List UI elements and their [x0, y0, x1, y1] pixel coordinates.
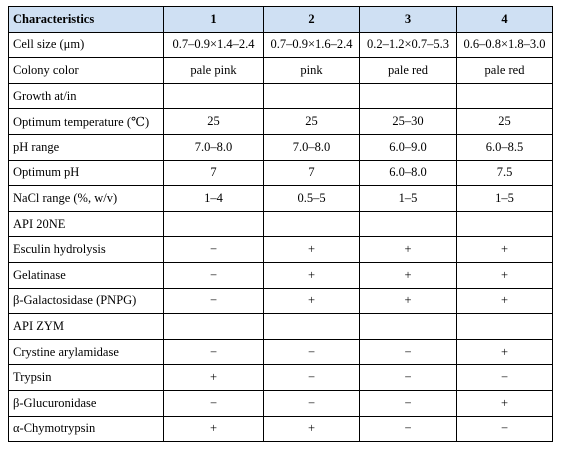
row-label: Esculin hydrolysis: [9, 237, 164, 263]
row-label: Trypsin: [9, 365, 164, 391]
row-label: API ZYM: [9, 314, 164, 340]
table-cell: 1–4: [164, 186, 264, 212]
table-cell: +: [360, 262, 457, 288]
table-cell: pale red: [457, 58, 553, 84]
table-row: [9, 83, 553, 109]
table-cell: [264, 83, 360, 109]
table-row: [9, 314, 553, 340]
table-cell: 25–30: [360, 109, 457, 135]
row-label: α-Chymotrypsin: [9, 416, 164, 442]
table-cell: [457, 83, 553, 109]
table-cell: −: [264, 390, 360, 416]
row-label: Cell size (μm): [9, 32, 164, 58]
table-cell: 0.5–5: [264, 186, 360, 212]
table-cell: [457, 314, 553, 340]
table-cell: 7.5: [457, 160, 553, 186]
table-cell: 1–5: [457, 186, 553, 212]
table-cell: +: [164, 365, 264, 391]
table-cell: +: [457, 237, 553, 263]
table-cell: 25: [164, 109, 264, 135]
table-cell: 0.7–0.9×1.4–2.4: [164, 32, 264, 58]
table-cell: +: [264, 288, 360, 314]
row-label: NaCl range (%, w/v): [9, 186, 164, 212]
table-row: [9, 288, 553, 314]
table-cell: [264, 211, 360, 237]
table-cell: −: [264, 365, 360, 391]
table-cell: +: [360, 237, 457, 263]
table-cell: 7.0–8.0: [164, 134, 264, 160]
table-row: [9, 416, 553, 442]
column-header-characteristics: Characteristics: [9, 7, 164, 33]
table-cell: +: [457, 288, 553, 314]
characteristics-table-container: [8, 6, 553, 442]
table-cell: +: [360, 288, 457, 314]
table-row: [9, 339, 553, 365]
table-cell: [164, 314, 264, 340]
row-label: Optimum temperature (℃): [9, 109, 164, 135]
table-cell: +: [457, 339, 553, 365]
table-cell: +: [457, 390, 553, 416]
table-cell: +: [164, 416, 264, 442]
table-cell: 25: [457, 109, 553, 135]
table-cell: 0.7–0.9×1.6–2.4: [264, 32, 360, 58]
column-header-strain-1: 1: [164, 7, 264, 33]
table-cell: 7.0–8.0: [264, 134, 360, 160]
table-cell: −: [360, 365, 457, 391]
column-header-strain-4: 4: [457, 7, 553, 33]
table-cell: pink: [264, 58, 360, 84]
table-row: [9, 262, 553, 288]
table-cell: −: [164, 339, 264, 365]
table-cell: −: [164, 262, 264, 288]
table-cell: +: [264, 262, 360, 288]
table-cell: −: [457, 416, 553, 442]
table-cell: [360, 83, 457, 109]
table-cell: 7: [164, 160, 264, 186]
table-cell: 6.0–8.5: [457, 134, 553, 160]
row-label: Gelatinase: [9, 262, 164, 288]
row-label: Colony color: [9, 58, 164, 84]
table-cell: [360, 314, 457, 340]
table-row: [9, 390, 553, 416]
table-cell: −: [457, 365, 553, 391]
table-row: [9, 160, 553, 186]
table-row: [9, 32, 553, 58]
table-row: [9, 58, 553, 84]
table-cell: −: [164, 390, 264, 416]
table-cell: [264, 314, 360, 340]
table-cell: 6.0–8.0: [360, 160, 457, 186]
table-cell: 1–5: [360, 186, 457, 212]
column-header-strain-2: 2: [264, 7, 360, 33]
table-cell: pale red: [360, 58, 457, 84]
table-row: [9, 237, 553, 263]
table-cell: +: [457, 262, 553, 288]
table-cell: 0.2–1.2×0.7–5.3: [360, 32, 457, 58]
table-header: [9, 7, 553, 33]
table-cell: −: [360, 416, 457, 442]
header-row: [9, 7, 553, 33]
row-label: Crystine arylamidase: [9, 339, 164, 365]
table-cell: −: [264, 339, 360, 365]
table-cell: [457, 211, 553, 237]
table-cell: 6.0–9.0: [360, 134, 457, 160]
table-row: [9, 134, 553, 160]
table-cell: −: [164, 288, 264, 314]
row-label: Growth at/in: [9, 83, 164, 109]
table-cell: 0.6–0.8×1.8–3.0: [457, 32, 553, 58]
column-header-strain-3: 3: [360, 7, 457, 33]
table-row: [9, 186, 553, 212]
table-body: [9, 32, 553, 442]
table-cell: [164, 211, 264, 237]
row-label: Optimum pH: [9, 160, 164, 186]
table-cell: 25: [264, 109, 360, 135]
table-cell: pale pink: [164, 58, 264, 84]
row-label: β-Galactosidase (PNPG): [9, 288, 164, 314]
table-cell: [164, 83, 264, 109]
table-cell: +: [264, 237, 360, 263]
table-cell: −: [360, 390, 457, 416]
table-row: [9, 109, 553, 135]
table-cell: 7: [264, 160, 360, 186]
row-label: pH range: [9, 134, 164, 160]
row-label: β-Glucuronidase: [9, 390, 164, 416]
characteristics-table: [8, 6, 553, 442]
table-cell: +: [264, 416, 360, 442]
table-cell: −: [164, 237, 264, 263]
table-cell: −: [360, 339, 457, 365]
table-cell: [360, 211, 457, 237]
row-label: API 20NE: [9, 211, 164, 237]
table-row: [9, 365, 553, 391]
table-row: [9, 211, 553, 237]
